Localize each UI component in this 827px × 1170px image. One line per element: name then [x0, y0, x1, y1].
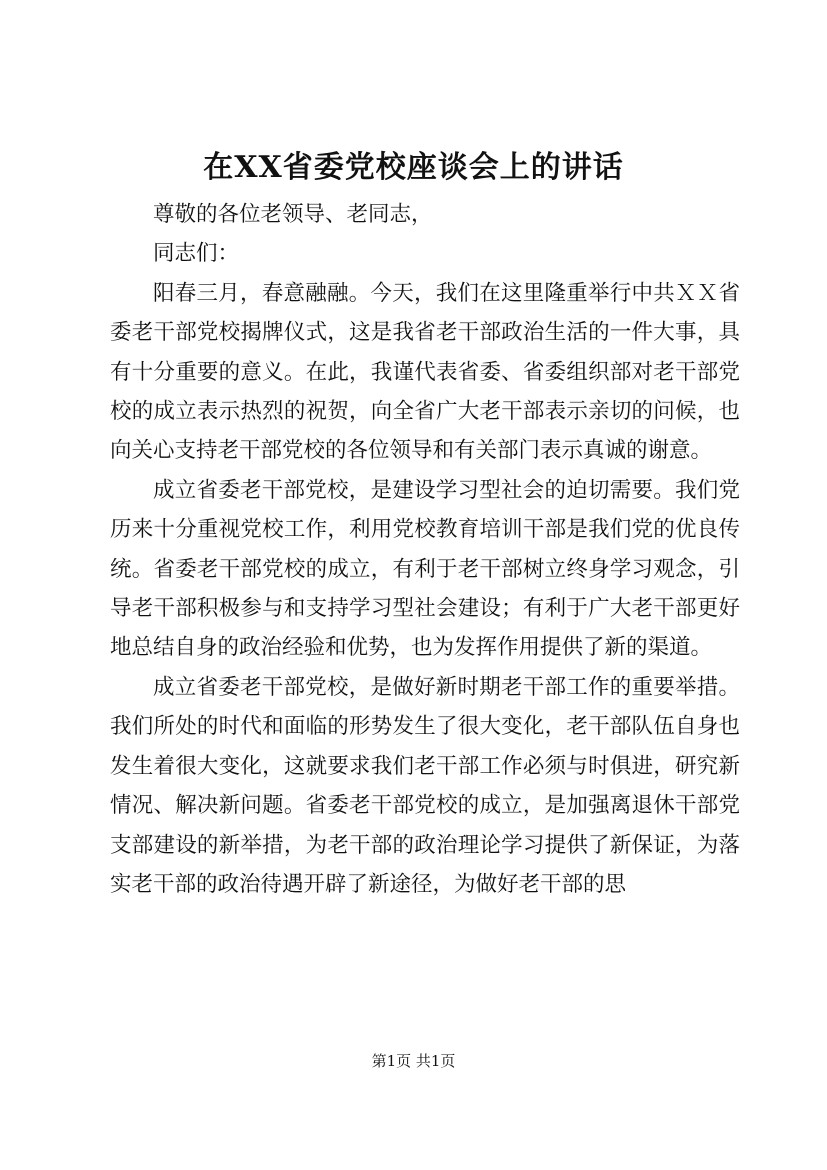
body-paragraph: 成立省委老干部党校，是做好新时期老干部工作的重要举措。我们所处的时代和面临的形势发生了很大变化，老干部队伍自身也发生着很大变化，这就要求我们老干部工作必须与时俱进，研究新情况、解决新问题。省委老干部党校的成立，是加强离退休干部党支部建设的新举措，为老干部的政治理论学习提供了新保证，为落实老干部的政治待遇开辟了新途径，为做好老干部的思: [110, 674, 740, 897]
page-number-footer: 第1页 共1页: [371, 1052, 456, 1070]
salutation-line: 同志们：: [153, 241, 240, 267]
document-body: [110, 195, 740, 904]
salutation-line: 尊敬的各位老领导、老同志，: [153, 202, 433, 227]
body-paragraph: 阳春三月，春意融融。今天，我们在这里隆重举行中共ＸＸ省委老干部党校揭牌仪式，这是我省老干部政治生活的一件大事，具有十分重要的意义。在此，我谨代表省委、省委组织部对老干部党校的成立表示热烈的祝贺，向全省广大老干部表示亲切的问候，也向关心支持老干部党校的各位领导和有关部门表示真诚的谢意。: [110, 280, 740, 464]
body-paragraph: 成立省委老干部党校，是建设学习型社会的迫切需要。我们党历来十分重视党校工作，利用党校教育培训干部是我们党的优良传统。省委老干部党校的成立，有利于老干部树立终身学习观念，引导老干部积极参与和支持学习型社会建设；有利于广大老干部更好地总结自身的政治经验和优势，也为发挥作用提供了新的渠道。: [110, 477, 740, 661]
document-title: 在XX省委党校座谈会上的讲话: [203, 150, 624, 185]
